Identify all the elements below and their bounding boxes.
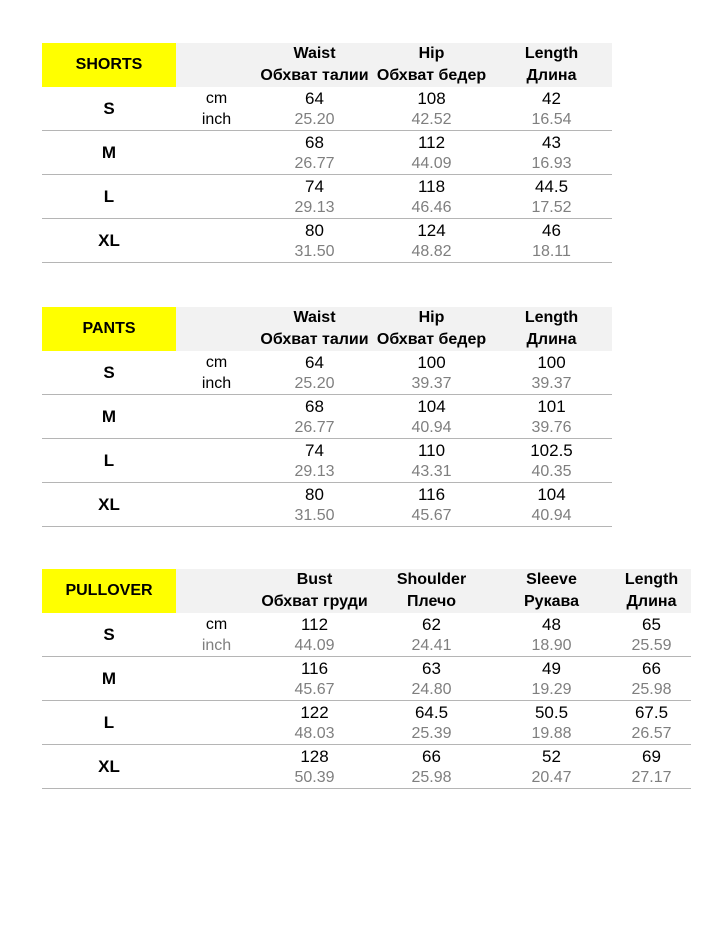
value-cell bbox=[372, 395, 491, 438]
value-cell bbox=[491, 483, 612, 526]
unit-labels-empty bbox=[176, 483, 257, 526]
size-label: M bbox=[101, 406, 117, 426]
header-spacer bbox=[176, 43, 257, 87]
value-inch: 16.54 bbox=[531, 111, 572, 128]
size-label: S bbox=[103, 624, 115, 644]
value-inch: 44.09 bbox=[294, 637, 335, 654]
unit-labels-empty bbox=[176, 745, 257, 788]
value-cm: 48 bbox=[542, 615, 561, 634]
table-row bbox=[42, 745, 691, 789]
value-cell bbox=[257, 439, 372, 482]
value-cm: 74 bbox=[305, 177, 324, 196]
value-cm: 46 bbox=[542, 221, 561, 240]
value-cell bbox=[612, 745, 691, 788]
value-cm: 74 bbox=[305, 441, 324, 460]
value-inch: 29.13 bbox=[294, 463, 335, 480]
value-cell bbox=[372, 745, 491, 788]
size-label: M bbox=[101, 668, 117, 688]
value-inch: 44.09 bbox=[411, 155, 452, 172]
value-cell bbox=[257, 87, 372, 130]
value-cell bbox=[372, 439, 491, 482]
value-cm: 80 bbox=[305, 485, 324, 504]
column-label-en: Waist bbox=[293, 45, 336, 62]
column-label-ru: Рукава bbox=[524, 593, 579, 610]
value-inch: 25.20 bbox=[294, 111, 335, 128]
table-row bbox=[42, 131, 612, 175]
value-cm: 62 bbox=[422, 615, 441, 634]
value-cm: 110 bbox=[417, 441, 446, 460]
value-inch: 18.90 bbox=[531, 637, 572, 654]
value-cell bbox=[491, 219, 612, 262]
unit-labels-empty bbox=[176, 219, 257, 262]
value-inch: 25.59 bbox=[631, 637, 672, 654]
value-cell bbox=[257, 131, 372, 174]
value-cm: 49 bbox=[542, 659, 561, 678]
column-label-ru: Длина bbox=[526, 331, 577, 348]
table-title: PULLOVER bbox=[42, 569, 176, 613]
size-label: S bbox=[103, 98, 115, 118]
value-cm: 44.5 bbox=[534, 177, 569, 196]
value-cm: 63 bbox=[422, 659, 441, 678]
unit-labels bbox=[176, 351, 257, 394]
pants-size-table bbox=[42, 307, 612, 527]
value-cell bbox=[257, 351, 372, 394]
table-row bbox=[42, 701, 691, 745]
size-label: S bbox=[103, 362, 115, 382]
table-header bbox=[42, 43, 612, 87]
value-cell bbox=[491, 131, 612, 174]
value-inch: 45.67 bbox=[294, 681, 335, 698]
column-label-en: Length bbox=[624, 571, 679, 588]
value-cell bbox=[491, 613, 612, 656]
table-row bbox=[42, 175, 612, 219]
column-label-en: Sleeve bbox=[526, 571, 577, 588]
value-inch: 48.82 bbox=[411, 243, 452, 260]
value-cell bbox=[372, 351, 491, 394]
value-cm: 68 bbox=[305, 397, 324, 416]
column-label-ru: Плечо bbox=[406, 593, 456, 610]
column-header bbox=[372, 307, 491, 351]
value-cm: 104 bbox=[537, 485, 566, 504]
column-header bbox=[257, 307, 372, 351]
size-label: XL bbox=[98, 756, 120, 776]
column-header bbox=[257, 569, 372, 613]
column-header bbox=[257, 43, 372, 87]
table-row bbox=[42, 219, 612, 263]
column-label-ru: Обхват бедер bbox=[376, 331, 487, 348]
unit-labels-empty bbox=[176, 175, 257, 218]
column-label-ru: Длина bbox=[526, 67, 577, 84]
size-label: L bbox=[103, 186, 115, 206]
value-inch: 42.52 bbox=[411, 111, 452, 128]
unit-inch-label: inch bbox=[201, 375, 232, 392]
value-cm: 67.5 bbox=[634, 703, 669, 722]
value-cm: 64.5 bbox=[414, 703, 449, 722]
value-cell bbox=[491, 439, 612, 482]
value-cm: 112 bbox=[300, 615, 329, 634]
value-cell bbox=[257, 219, 372, 262]
value-cell bbox=[257, 701, 372, 744]
value-cell bbox=[612, 613, 691, 656]
table-row bbox=[42, 613, 691, 657]
column-label-en: Bust bbox=[296, 571, 333, 588]
table-row bbox=[42, 657, 691, 701]
value-inch: 50.39 bbox=[294, 769, 335, 786]
column-label-en: Shoulder bbox=[396, 571, 467, 588]
value-cell bbox=[257, 395, 372, 438]
value-inch: 45.67 bbox=[411, 507, 452, 524]
unit-labels-empty bbox=[176, 657, 257, 700]
value-inch: 18.11 bbox=[532, 243, 571, 260]
column-label-en: Length bbox=[524, 45, 579, 62]
value-cm: 112 bbox=[417, 133, 446, 152]
header-spacer bbox=[176, 307, 257, 351]
value-cell bbox=[372, 219, 491, 262]
value-inch: 31.50 bbox=[294, 507, 335, 524]
table-row bbox=[42, 483, 612, 527]
table-header bbox=[42, 307, 612, 351]
column-header bbox=[491, 43, 612, 87]
size-label: M bbox=[101, 142, 117, 162]
value-inch: 24.41 bbox=[411, 637, 452, 654]
column-header bbox=[372, 43, 491, 87]
unit-labels bbox=[176, 87, 257, 130]
value-cell bbox=[372, 613, 491, 656]
value-cell bbox=[491, 395, 612, 438]
value-cm: 100 bbox=[537, 353, 566, 372]
value-inch: 25.20 bbox=[294, 375, 335, 392]
table-title: PANTS bbox=[42, 307, 176, 351]
unit-cm-label: cm bbox=[205, 90, 228, 107]
value-cm: 43 bbox=[542, 133, 561, 152]
value-cm: 50.5 bbox=[534, 703, 569, 722]
column-header bbox=[491, 307, 612, 351]
value-inch: 16.93 bbox=[531, 155, 572, 172]
size-label: XL bbox=[98, 230, 120, 250]
value-cm: 118 bbox=[417, 177, 446, 196]
table-row bbox=[42, 87, 612, 131]
value-cm: 116 bbox=[417, 485, 446, 504]
value-inch: 31.50 bbox=[294, 243, 335, 260]
value-cell bbox=[257, 483, 372, 526]
value-cell bbox=[612, 701, 691, 744]
value-cell bbox=[257, 613, 372, 656]
value-cell bbox=[257, 175, 372, 218]
value-inch: 25.39 bbox=[411, 725, 452, 742]
column-label-en: Hip bbox=[418, 309, 445, 326]
size-label: XL bbox=[98, 494, 120, 514]
value-inch: 25.98 bbox=[631, 681, 672, 698]
value-inch: 27.17 bbox=[631, 769, 672, 786]
value-inch: 26.57 bbox=[631, 725, 672, 742]
value-cm: 128 bbox=[300, 747, 329, 766]
value-inch: 40.94 bbox=[531, 507, 572, 524]
size-label: L bbox=[103, 712, 115, 732]
unit-cm-label: cm bbox=[205, 616, 228, 633]
column-label-ru: Обхват груди bbox=[261, 593, 368, 610]
column-header bbox=[612, 569, 691, 613]
value-cm: 100 bbox=[417, 353, 446, 372]
value-cm: 65 bbox=[642, 615, 661, 634]
value-cm: 68 bbox=[305, 133, 324, 152]
value-cm: 102.5 bbox=[530, 441, 573, 460]
value-cm: 66 bbox=[642, 659, 661, 678]
value-cell bbox=[612, 657, 691, 700]
value-inch: 20.47 bbox=[531, 769, 572, 786]
unit-inch-label: inch bbox=[201, 637, 232, 654]
value-inch: 39.76 bbox=[531, 419, 572, 436]
value-cm: 66 bbox=[422, 747, 441, 766]
unit-labels bbox=[176, 613, 257, 656]
unit-cm-label: cm bbox=[205, 354, 228, 371]
unit-labels-empty bbox=[176, 395, 257, 438]
unit-labels-empty bbox=[176, 701, 257, 744]
value-inch: 46.46 bbox=[411, 199, 452, 216]
value-cell bbox=[372, 657, 491, 700]
value-inch: 19.29 bbox=[531, 681, 572, 698]
value-cell bbox=[491, 175, 612, 218]
value-cell bbox=[372, 87, 491, 130]
unit-inch-label: inch bbox=[201, 111, 232, 128]
value-inch: 26.77 bbox=[294, 155, 335, 172]
value-cm: 64 bbox=[305, 353, 324, 372]
value-cell bbox=[257, 745, 372, 788]
value-inch: 39.37 bbox=[531, 375, 572, 392]
column-header bbox=[372, 569, 491, 613]
value-cm: 80 bbox=[305, 221, 324, 240]
size-label: L bbox=[103, 450, 115, 470]
column-label-en: Hip bbox=[418, 45, 445, 62]
value-cm: 69 bbox=[642, 747, 661, 766]
value-cm: 104 bbox=[417, 397, 446, 416]
column-label-en: Waist bbox=[293, 309, 336, 326]
table-row bbox=[42, 395, 612, 439]
table-header bbox=[42, 569, 691, 613]
value-cell bbox=[491, 657, 612, 700]
value-cell bbox=[491, 701, 612, 744]
header-spacer bbox=[176, 569, 257, 613]
value-cell bbox=[372, 483, 491, 526]
value-cm: 64 bbox=[305, 89, 324, 108]
value-inch: 17.52 bbox=[531, 199, 572, 216]
value-inch: 40.35 bbox=[531, 463, 572, 480]
value-inch: 25.98 bbox=[411, 769, 452, 786]
unit-labels-empty bbox=[176, 131, 257, 174]
value-inch: 40.94 bbox=[411, 419, 452, 436]
pullover-size-table bbox=[42, 569, 691, 789]
unit-labels-empty bbox=[176, 439, 257, 482]
table-title: SHORTS bbox=[42, 43, 176, 87]
value-inch: 48.03 bbox=[294, 725, 335, 742]
value-cm: 124 bbox=[417, 221, 446, 240]
value-inch: 43.31 bbox=[411, 463, 452, 480]
value-cell bbox=[257, 657, 372, 700]
value-cm: 108 bbox=[417, 89, 446, 108]
table-row bbox=[42, 351, 612, 395]
value-inch: 39.37 bbox=[411, 375, 452, 392]
value-inch: 24.80 bbox=[411, 681, 452, 698]
value-cm: 122 bbox=[300, 703, 329, 722]
value-cell bbox=[491, 87, 612, 130]
value-cell bbox=[372, 175, 491, 218]
value-cell bbox=[372, 131, 491, 174]
column-label-en: Length bbox=[524, 309, 579, 326]
column-label-ru: Обхват талии bbox=[260, 67, 369, 84]
value-cm: 116 bbox=[300, 659, 329, 678]
value-inch: 29.13 bbox=[294, 199, 335, 216]
shorts-size-table bbox=[42, 43, 612, 263]
value-inch: 26.77 bbox=[294, 419, 335, 436]
table-row bbox=[42, 439, 612, 483]
value-cm: 42 bbox=[542, 89, 561, 108]
column-label-ru: Обхват талии bbox=[260, 331, 369, 348]
value-inch: 19.88 bbox=[531, 725, 572, 742]
column-label-ru: Длина bbox=[626, 593, 677, 610]
value-cell bbox=[491, 351, 612, 394]
column-label-ru: Обхват бедер bbox=[376, 67, 487, 84]
value-cm: 101 bbox=[537, 397, 566, 416]
value-cell bbox=[372, 701, 491, 744]
value-cm: 52 bbox=[542, 747, 561, 766]
value-cell bbox=[491, 745, 612, 788]
column-header bbox=[491, 569, 612, 613]
